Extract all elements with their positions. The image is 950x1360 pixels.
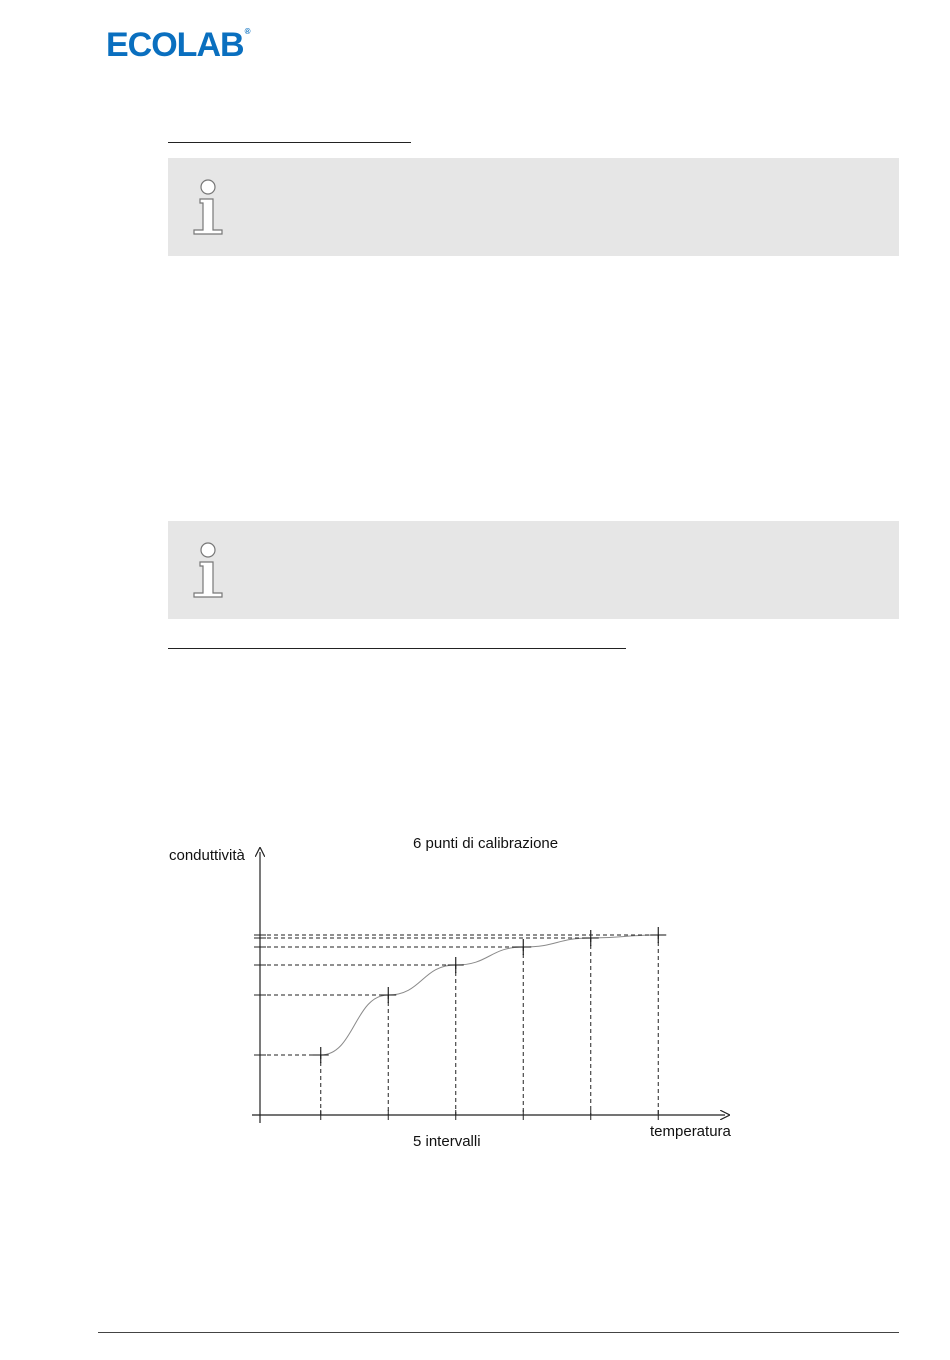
calibration-chart: [160, 820, 760, 1160]
y-axis-label: conduttività: [169, 847, 245, 864]
logo-text: ECOLAB: [106, 26, 244, 64]
calibration-curve: [321, 935, 659, 1055]
footer-rule: [98, 1332, 899, 1333]
chart-title: 6 punti di calibrazione: [413, 835, 559, 852]
calibration-chart-svg: [160, 820, 760, 1160]
info-icon: [192, 178, 228, 236]
logo-registered-mark: ®: [244, 27, 250, 36]
section-heading-underline-2: [168, 648, 626, 649]
info-icon: [192, 541, 228, 599]
section-heading-underline-1: [168, 142, 411, 143]
bottom-label: 5 intervalli: [413, 1133, 481, 1150]
ecolab-logo: [106, 28, 249, 62]
info-note-box-2: [168, 521, 899, 619]
x-axis-label: temperatura: [650, 1123, 731, 1140]
info-note-box-1: [168, 158, 899, 256]
